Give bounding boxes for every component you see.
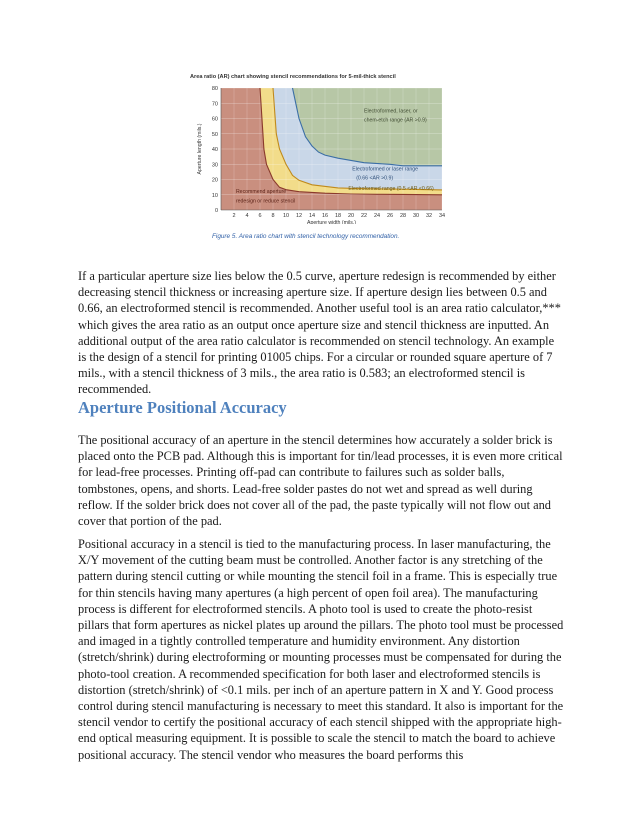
x-tick-label: 10 [282,213,290,219]
y-tick-label: 80 [211,86,218,92]
x-tick-label: 22 [360,213,368,219]
area-ratio-figure [190,74,452,224]
x-tick-label: 16 [321,213,329,219]
paragraph-positional-accuracy: The positional accuracy of an aperture in the stencil determines how accurately a solder brick is placed onto the PCB pad. Although this is important for tin/lead processes, it is even more critical for lead-free processes. Printing off-pad can contribute to failures such as solder balls, tombstones, opens, and shorts. Lead-free solder pastes do not wet and spread as well during reflow. If the solder brick does not cover all of the pad, the paste typically will not flow out and cover that portion of the pad. [78,433,563,529]
y-axis-label: Aperture length (mils.) [197,123,203,175]
x-tick-label: 32 [425,213,433,219]
x-tick-label: 28 [399,213,407,219]
x-tick-label: 12 [295,213,303,219]
y-tick-label: 0 [214,208,218,214]
y-tick-label: 70 [211,101,218,108]
chart-title: Area ratio (AR) chart showing stencil recommendations for 5-mil-thick stencil [190,74,396,80]
y-tick-label: 30 [211,162,218,169]
annotation-green-2: chem-etch range (AR >0.9) [364,117,427,124]
figure-caption: Figure 5. Area ratio chart with stencil technology recommendation. [212,233,400,240]
area-ratio-chart [190,74,452,224]
x-tick-label: 2 [232,213,236,219]
y-tick-label: 40 [211,147,218,153]
paragraph-area-ratio: If a particular aperture size lies below the 0.5 curve, aperture redesign is recommended by either decreasing stencil thickness or increasing aperture size. If aperture design lies between 0.5 and 0.66, an electroformed stencil is recommended. Another useful tool is an area ratio calculator,*** which gives the area ratio as an output once aperture size and stencil thickness are inputted. An additional output of the area ratio calculator is recommended on stencil technology. An example is the design of a stencil for printing 01005 chips. For a circular or rounded square aperture of 7 mils., with a stencil thickness of 3 mils., the area ratio is 0.583; an electroformed stencil is recommended. [78,269,561,397]
annotation-blue-1: Electroformed or laser range [352,166,419,173]
section-heading: Aperture Positional Accuracy [78,398,287,417]
x-tick-label: 34 [438,213,446,219]
y-tick-label: 10 [211,192,218,199]
x-axis-label: Aperture width (mils.) [306,220,357,224]
annotation-red-2: redesign or reduce stencil [235,198,296,205]
x-tick-label: 4 [245,213,249,219]
x-tick-label: 26 [386,213,394,219]
y-tick-label: 50 [211,131,218,138]
paragraph-manufacturing-process: Positional accuracy in a stencil is tied to the manufacturing process. In laser manufacturing, the X/Y movement of the cutting beam must be controlled. Another factor is any stretching of the pattern during stencil cutting or while mounting the stencil foil in a frame. This is especially true for thin stencils having many apertures (a high percent of open foil area). The manufacturing process is different for electroformed stencils. A photo tool is used to create the photo-resist pillars that form apertures as nickel plates up around the pillars. The photo tool must be processed and imaged in a tightly controlled temperature and humidity environment. Any distortion (stretch/shrink) during electroforming or mounting processes must be compensated for during the photo-tool creation. A recommended specification for both laser and electroformed stencils is distortion (stretch/shrink) of <0.1 mils. per inch of an aperture pattern in X and Y. Good process control during stencil manufacturing is necessary to meet this standard. It also is important for the stencil vendor to certify the positional accuracy of each stencil shipped with the appropriate high-end optical measuring equipment. It is possible to scale the stencil to match the board to achieve positional accuracy. The stencil vendor who measures the board performs this [78,537,564,762]
x-tick-label: 6 [258,213,262,219]
x-tick-label: 14 [308,213,316,219]
x-tick-label: 30 [412,213,420,219]
y-tick-label: 20 [211,177,218,184]
x-tick-label: 20 [347,213,355,219]
x-tick-label: 18 [334,213,342,219]
annotation-red-1: Recommend aperture [235,189,287,196]
annotation-green-1: Electroformed, laser, or [364,108,418,115]
x-tick-label: 24 [373,213,381,219]
annotation-blue-2: (0.66 <AR >0.9) [356,175,394,182]
annotation-yellow: Electroformed range (0.5 <AR <0.66) [348,186,434,193]
y-tick-label: 60 [211,116,218,123]
x-tick-label: 8 [271,213,275,219]
